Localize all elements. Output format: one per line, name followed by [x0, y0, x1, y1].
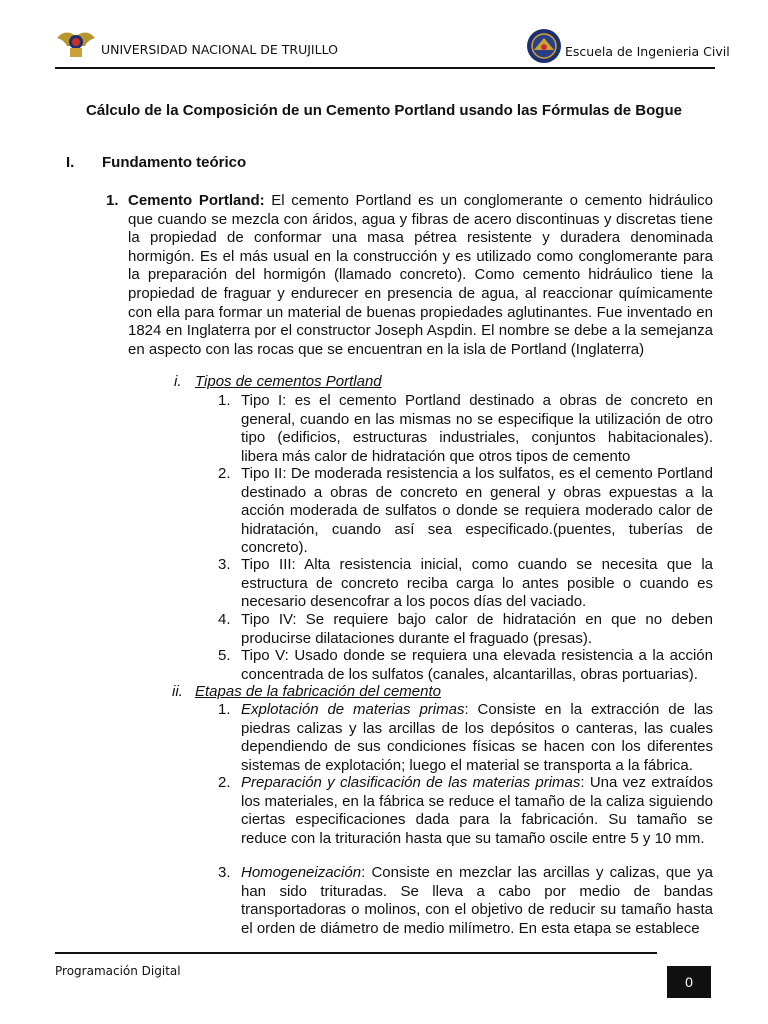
list-item: Tipo V: Usado donde se requiera una elevada resistencia a la acción concentrada de los sulfatos (canales, alcantarillas, obras portuarias). [241, 647, 713, 683]
list-number: 5. [218, 647, 231, 664]
list-number: 2. [218, 774, 231, 791]
section-title: Fundamento teórico [102, 154, 247, 171]
university-logo [55, 26, 97, 60]
subsection-title-text: Etapas de la fabricación del cemento [195, 683, 441, 700]
list-item-term: Preparación y clasificación de las materias primas [241, 774, 581, 791]
list-number: 1. [218, 701, 231, 718]
faculty-logo [526, 28, 562, 64]
list-item [241, 701, 713, 775]
header-school-name: Escuela de Ingenieria Civil [565, 44, 730, 59]
header-university-name: UNIVERSIDAD NACIONAL DE TRUJILLO [101, 42, 338, 57]
list-item-text: : Una vez extraídos los materiales, en la fábrica se reduce el tamaño de la caliza siguiendo ciertas especificaciones dada para la fabricación. Su tamaño se reduce con la trituración hasta que su tamaño oscile entre 5 y 10 mm. [241, 774, 713, 847]
footer-course-name: Programación Digital [55, 964, 181, 978]
item-number: 1. [106, 192, 119, 209]
list-item-term: Explotación de materias primas [241, 701, 465, 718]
footer-rule [55, 952, 657, 954]
list-item [241, 864, 713, 938]
page-number: 0 [685, 974, 693, 990]
list-item-term: Homogeneización [241, 864, 362, 881]
subsection-title [195, 683, 441, 702]
list-number: 3. [218, 556, 231, 573]
header-rule [55, 67, 715, 69]
list-number: 2. [218, 465, 231, 482]
section-number: I. [66, 154, 75, 171]
list-item: Tipo II: De moderada resistencia a los sulfatos, es el cemento Portland destinado a obras de concreto en general y obras expuestas a la acción moderada de sulfatos o donde se requiera moderado calor de hidratación, cuando así sea especificado.(puentes, tuberías de concreto). [241, 465, 713, 557]
list-number: 3. [218, 864, 231, 881]
item-term: Cemento Portland: [128, 192, 265, 209]
document-title: Cálculo de la Composición de un Cemento Portland usando las Fórmulas de Bogue [86, 102, 682, 119]
list-item-text: : Consiste en mezclar las arcillas y calizas, que ya han sido trituradas. Se lleva a cabo por medio de bandas transportadoras o molinos, con el objetivo de reducir su tamaño hasta el orden de diámetro de medio milímetro. En esta etapa se establece [241, 864, 713, 937]
list-number: 1. [218, 392, 231, 409]
item-text: El cemento Portland es un conglomerante o cemento hidráulico que cuando se mezcla con áridos, agua y fibras de acero discontinuas y discretas tiene la propiedad de conformar una masa pétrea resistente y duradera denominada hormigón. Es el más usual en la construcción y es utilizado como conglomerante para la preparación del hormigón (llamado concreto). Como cemento hidráulico tiene la propiedad de fraguar y endurecer en presencia de agua, al reaccionar químicamente con ella para formar un material de buenas propiedades aglutinantes. Fue inventado en 1824 en Inglaterra por el constructor Joseph Aspdin. El nombre se debe a la semejanza en aspecto con las rocas que se encuentran en la isla de Portland (Inglaterra) [128, 192, 713, 358]
list-item [241, 774, 713, 848]
list-item: Tipo III: Alta resistencia inicial, como cuando se necesita que la estructura de concreto reciba carga lo antes posible o cuando es necesario desencofrar a los pocos días del vaciado. [241, 556, 713, 611]
subsection-numeral: i. [174, 373, 182, 390]
subsection-numeral: ii. [172, 683, 183, 700]
list-item: Tipo I: es el cemento Portland destinado a obras de concreto en general, cuando en las mismas no se especifique la utilización de otro tipo (edificios, estructuras industriales, conjuntos habitacionales). libera más calor de hidratación que otros tipos de cemento [241, 392, 713, 465]
list-item-text: : Consiste en la extracción de las piedras calizas y las arcillas de los depósitos o canteras, las cuales dependiendo de sus condiciones físicas se hacen con los diferentes sistemas de explotación; luego el material se transporta a la fábrica. [241, 701, 713, 774]
list-item: Tipo IV: Se requiere bajo calor de hidratación en que no deben producirse dilataciones durante el fraguado (presas). [241, 611, 713, 647]
page-number-box [667, 966, 711, 998]
subsection-title-text: Tipos de cementos Portland [195, 373, 382, 390]
list-number: 4. [218, 611, 231, 628]
subsection-title [195, 373, 382, 392]
item-paragraph [128, 192, 713, 359]
